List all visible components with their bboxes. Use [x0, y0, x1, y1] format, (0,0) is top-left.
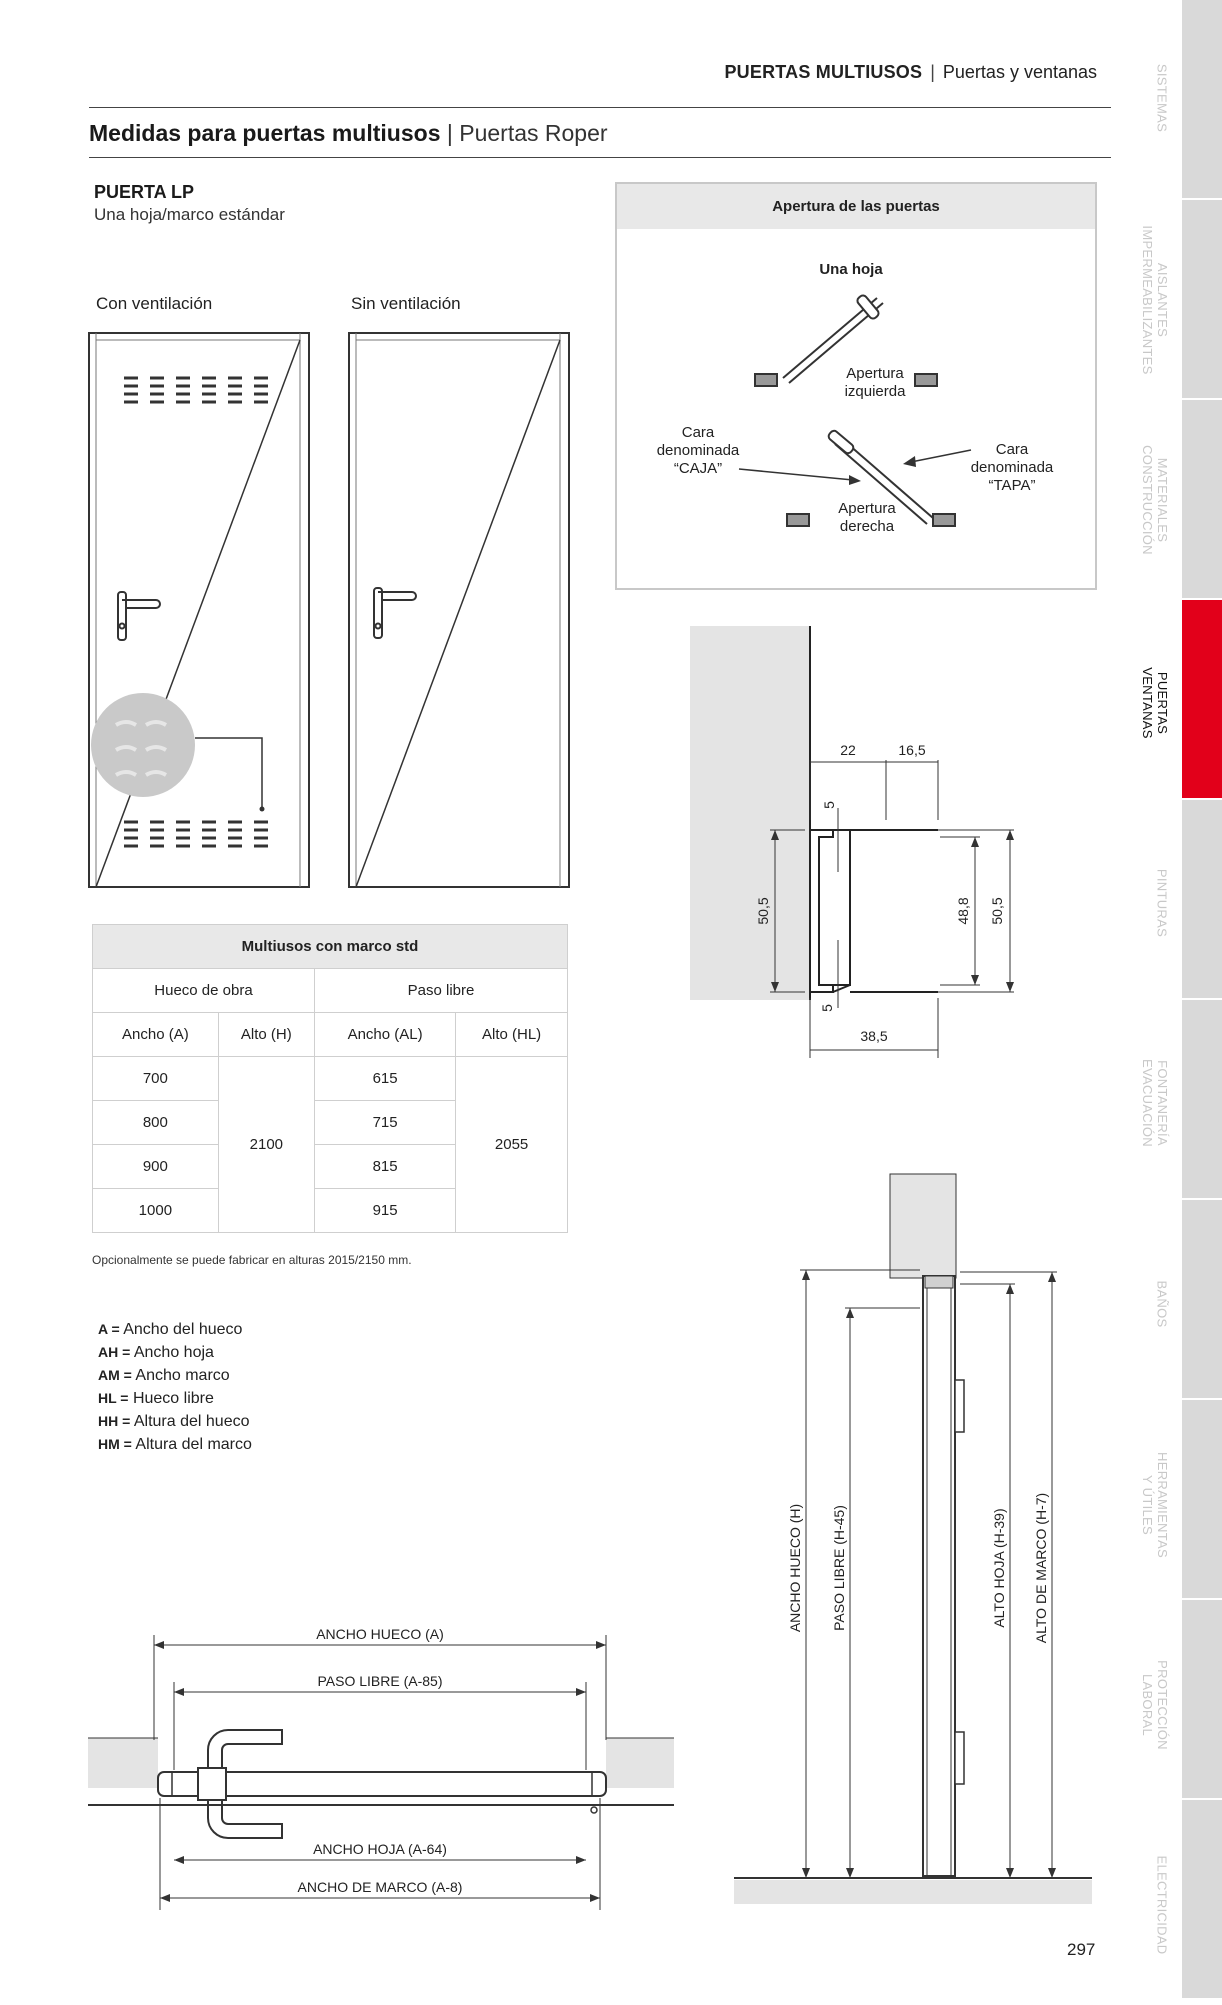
- cell-ancho-libre: 615: [314, 1057, 455, 1101]
- dim-ancho-hueco: ANCHO HUECO (A): [316, 1626, 444, 1642]
- dim-38-5: 38,5: [860, 1028, 888, 1044]
- header-rule: [89, 107, 1111, 108]
- door-with-vent-drawing: [86, 330, 312, 892]
- dim-5-bottom: 5: [819, 1004, 835, 1012]
- tab-label-fontaneria: FONTANERÍA EVACUACIÓN: [1140, 1059, 1170, 1147]
- height-options-note: Opcionalmente se puede fabricar en alturas 2015/2150 mm.: [92, 1253, 412, 1267]
- tapa-label-3: “TAPA”: [988, 477, 1036, 494]
- dim-elev-paso-libre: PASO LIBRE (H-45): [831, 1505, 847, 1631]
- tab-label-aislantes: AISLANTES IMPERMEABILIZANTES: [1140, 225, 1170, 375]
- single-leaf-label: Una hoja: [819, 261, 883, 278]
- col-alto-libre: Alto (HL): [456, 1013, 568, 1057]
- caja-label-3: “CAJA”: [673, 460, 723, 477]
- page-title-light: Puertas Roper: [459, 120, 608, 146]
- opening-box-title: Apertura de las puertas: [772, 198, 940, 215]
- legend-item: HH = Altura del hueco: [98, 1413, 250, 1430]
- legend-item: HM = Altura del marco: [98, 1436, 252, 1453]
- group-hueco-de-obra: Hueco de obra: [93, 969, 315, 1013]
- legend-item: HL = Hueco libre: [98, 1390, 214, 1407]
- col-ancho-libre: Ancho (AL): [314, 1013, 455, 1057]
- tab-label-pinturas: PINTURAS: [1154, 868, 1170, 938]
- caja-label-1: Cara: [681, 424, 715, 441]
- table-title: Multiusos con marco std: [93, 925, 568, 969]
- title-rule: [89, 157, 1111, 158]
- tab-label-sistemas: SISTEMAS: [1154, 63, 1170, 133]
- tab-proteccion[interactable]: [1182, 1600, 1222, 1801]
- page-title: Medidas para puertas multiusos | Puertas Roper: [89, 120, 608, 146]
- col-ancho: Ancho (A): [93, 1013, 219, 1057]
- tab-label-materiales: MATERIALES CONSTRUCCIÓN: [1140, 445, 1170, 555]
- cell-ancho-libre: 815: [314, 1145, 455, 1189]
- tab-banos[interactable]: [1182, 1200, 1222, 1401]
- running-header-section: PUERTAS MULTIUSOS: [724, 62, 923, 82]
- right-opening-label-1: Apertura: [838, 500, 896, 517]
- dim-5-top: 5: [821, 801, 837, 809]
- left-opening-label-2: izquierda: [844, 383, 906, 400]
- chapter-tabs: [1182, 0, 1222, 2000]
- abbreviation-legend: [98, 1318, 252, 1456]
- tab-label-puertas: PUERTAS VENTANAS: [1140, 667, 1170, 739]
- frame-section-drawing: [680, 620, 1030, 1060]
- table-row: [93, 1057, 568, 1101]
- tab-label-electricidad: ELECTRICIDAD: [1154, 1855, 1170, 1955]
- cell-ancho-libre: 715: [314, 1101, 455, 1145]
- col-alto: Alto (H): [218, 1013, 314, 1057]
- running-header-subsection: Puertas y ventanas: [942, 62, 1097, 82]
- dim-50-5-left: 50,5: [755, 897, 771, 925]
- cell-ancho-libre: 915: [314, 1189, 455, 1233]
- legend-item: AH = Ancho hoja: [98, 1344, 214, 1361]
- dim-ancho-marco: ANCHO DE MARCO (A-8): [297, 1879, 463, 1895]
- tab-sistemas[interactable]: [1182, 0, 1222, 201]
- page-number: 297: [1067, 1940, 1096, 1959]
- cell-alto: 2100: [218, 1057, 314, 1233]
- tab-herramientas[interactable]: [1182, 1400, 1222, 1601]
- page-title-bold: Medidas para puertas multiusos: [89, 120, 441, 146]
- dim-16-5: 16,5: [898, 742, 926, 758]
- caption-with-vent: Con ventilación: [96, 294, 213, 313]
- right-opening-label-2: derecha: [839, 518, 895, 535]
- tab-pinturas[interactable]: [1182, 800, 1222, 1001]
- cell-ancho: 800: [93, 1101, 219, 1145]
- cell-ancho: 1000: [93, 1189, 219, 1233]
- tab-label-herramientas: HERRAMIENTAS Y ÚTILES: [1140, 1452, 1170, 1558]
- caption-without-vent: Sin ventilación: [351, 294, 461, 313]
- running-header: PUERTAS MULTIUSOS | Puertas y ventanas: [724, 62, 1097, 82]
- tab-label-proteccion: PROTECCIÓN LABORAL: [1140, 1660, 1170, 1750]
- door-model-subtitle: Una hoja/marco estándar: [94, 205, 285, 224]
- door-model-title: PUERTA LP: [94, 182, 195, 202]
- dim-ancho-hoja: ANCHO HOJA (A-64): [313, 1841, 447, 1857]
- dim-elev-alto-marco: ALTO DE MARCO (H-7): [1033, 1492, 1049, 1644]
- cell-ancho: 900: [93, 1145, 219, 1189]
- door-without-vent-drawing: [346, 330, 572, 892]
- dimensions-table: [92, 924, 568, 1233]
- tab-fontaneria[interactable]: [1182, 1000, 1222, 1201]
- tapa-label-2: denominada: [970, 459, 1054, 476]
- cell-alto-libre: 2055: [456, 1057, 568, 1233]
- legend-item: A = Ancho del hueco: [98, 1321, 243, 1338]
- dim-22: 22: [840, 742, 856, 758]
- cell-ancho: 700: [93, 1057, 219, 1101]
- elevation-section-drawing: [720, 1168, 1100, 1920]
- dim-elev-ancho-hueco: ANCHO HUECO (H): [787, 1503, 803, 1633]
- tab-materiales[interactable]: [1182, 400, 1222, 601]
- legend-item: AM = Ancho marco: [98, 1367, 230, 1384]
- dim-48-8: 48,8: [955, 897, 971, 925]
- caja-label-2: denominada: [656, 442, 740, 459]
- group-paso-libre: Paso libre: [314, 969, 567, 1013]
- dim-50-5-right: 50,5: [989, 897, 1005, 925]
- dim-paso-libre: PASO LIBRE (A-85): [317, 1673, 443, 1689]
- tab-aislantes[interactable]: [1182, 200, 1222, 401]
- plan-view-drawing: [86, 1620, 676, 1920]
- tab-label-banos: BAÑOS: [1154, 1280, 1170, 1328]
- tab-puertas[interactable]: [1182, 600, 1222, 801]
- grille-detail-zoom: [91, 693, 195, 797]
- tapa-label-1: Cara: [995, 441, 1029, 458]
- tab-electricidad[interactable]: [1182, 1800, 1222, 2001]
- dim-elev-alto-hoja: ALTO HOJA (H-39): [991, 1508, 1007, 1628]
- door-opening-diagram: [615, 182, 1099, 592]
- left-opening-label-1: Apertura: [846, 365, 904, 382]
